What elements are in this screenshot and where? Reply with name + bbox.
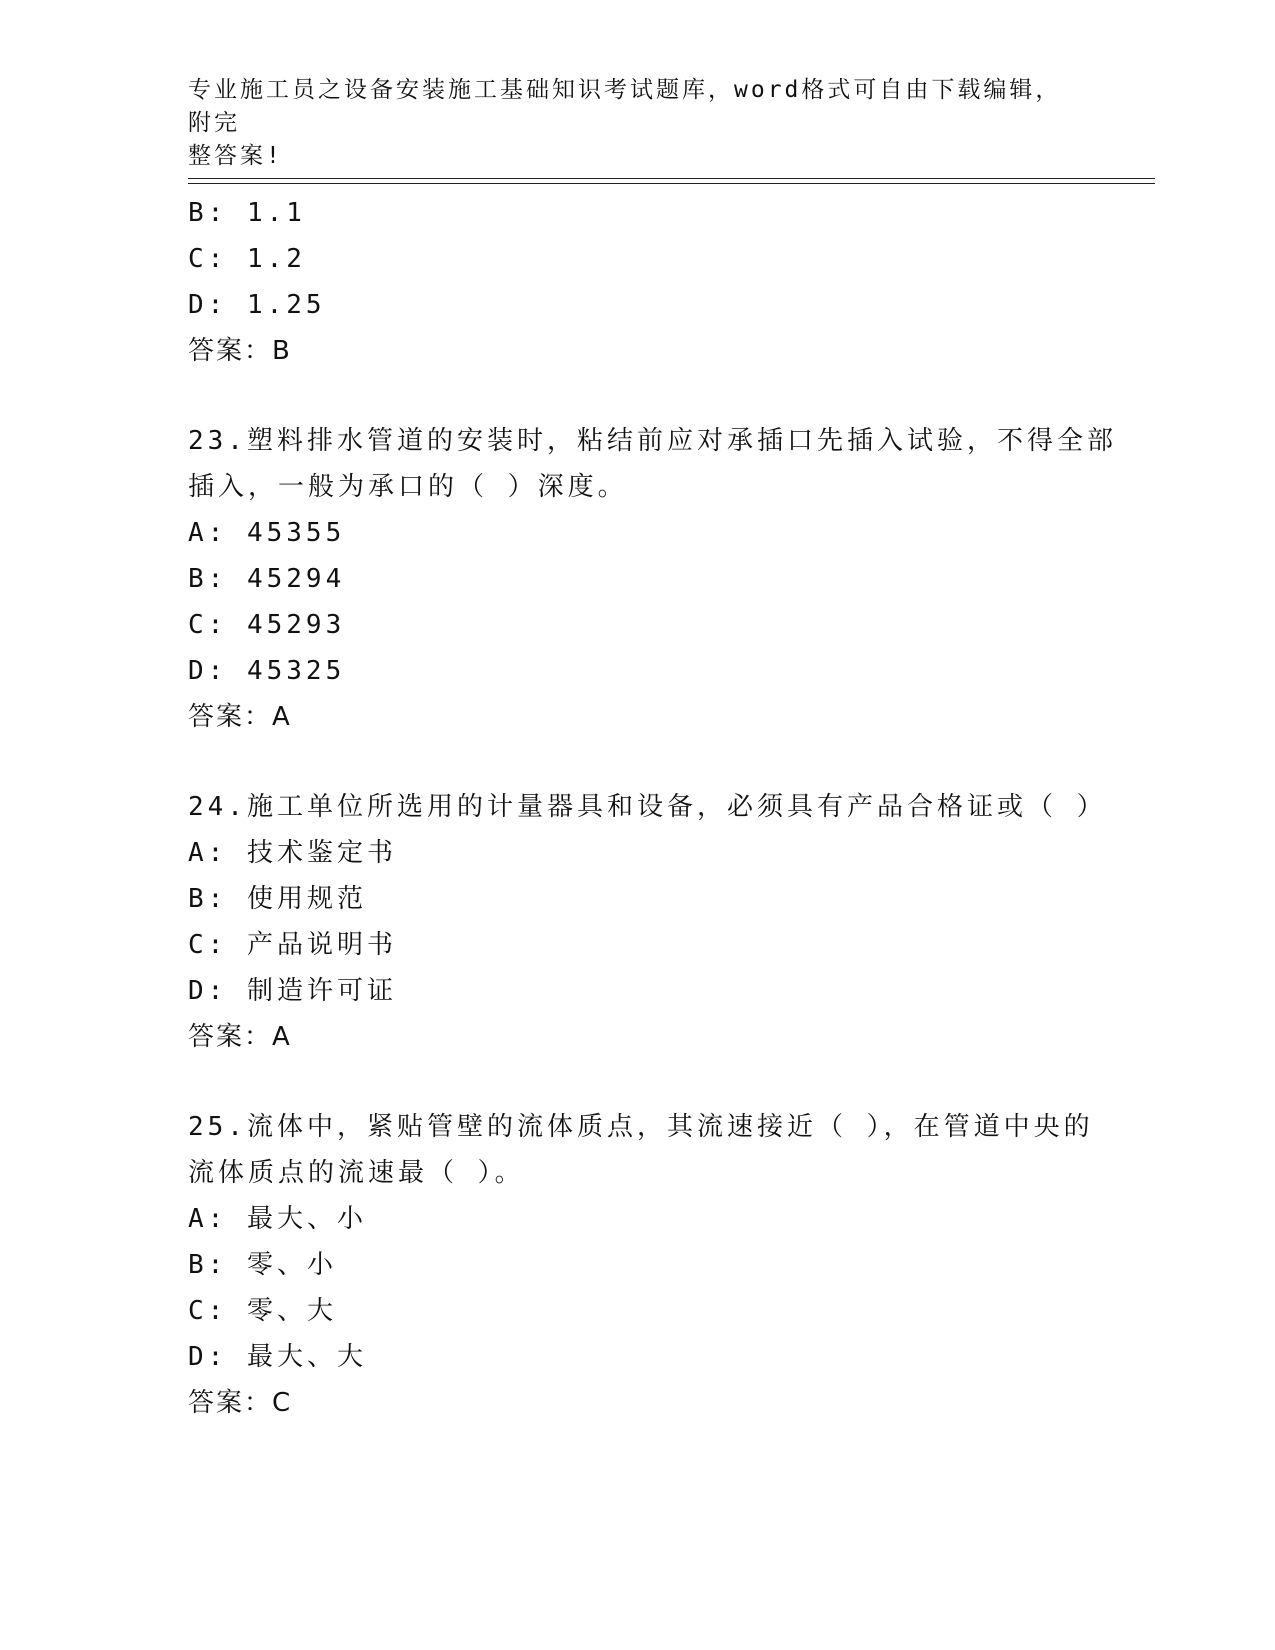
option-a: A: 最大、小: [188, 1204, 367, 1234]
question-stem-line-2: 插入，一般为承口的（ ）深度。: [188, 472, 628, 502]
option-c: C: 产品说明书: [188, 930, 397, 960]
header-divider-top: [188, 178, 1155, 179]
option-c: C: 零、大: [188, 1296, 337, 1326]
question-list: [188, 190, 1117, 1426]
option-a: A: 技术鉴定书: [188, 838, 397, 868]
option-c: C: 1.2: [188, 244, 306, 274]
option-a: A: 45355: [188, 518, 346, 548]
option-b: B: 1.1: [188, 198, 306, 228]
answer: 答案：C: [188, 1388, 293, 1418]
question-stem-line-1: 24.施工单位所选用的计量器具和设备，必须具有产品合格证或（ ）: [188, 792, 1107, 822]
question-22-tail: [188, 190, 1088, 374]
option-d: D: 1.25: [188, 290, 326, 320]
option-b: B: 45294: [188, 564, 346, 594]
option-b: B: 使用规范: [188, 884, 367, 914]
question-stem-line-1: 23.塑料排水管道的安装时，粘结前应对承插口先插入试验，不得全部: [188, 426, 1117, 456]
option-d: D: 45325: [188, 656, 346, 686]
question-stem-line-1: 25.流体中，紧贴管壁的流体质点，其流速接近（ ），在管道中央的: [188, 1112, 1094, 1142]
answer: 答案：A: [188, 702, 292, 732]
header-divider-bottom: [188, 183, 1155, 184]
header-line-2: 整答案!: [188, 143, 283, 169]
option-d: D: 最大、大: [188, 1342, 367, 1372]
option-c: C: 45293: [188, 610, 346, 640]
answer: 答案：B: [188, 336, 292, 366]
option-b: B: 零、小: [188, 1250, 337, 1280]
answer: 答案：A: [188, 1022, 292, 1052]
question-stem-line-2: 流体质点的流速最（ ）。: [188, 1158, 525, 1188]
option-d: D: 制造许可证: [188, 976, 397, 1006]
header-line-1: 专业施工员之设备安装施工基础知识考试题库，word格式可自由下载编辑，附完: [188, 77, 1062, 136]
question-25: [188, 1104, 1094, 1426]
document-header: [188, 74, 1068, 173]
question-24: [188, 784, 1107, 1060]
question-23: [188, 418, 1117, 740]
